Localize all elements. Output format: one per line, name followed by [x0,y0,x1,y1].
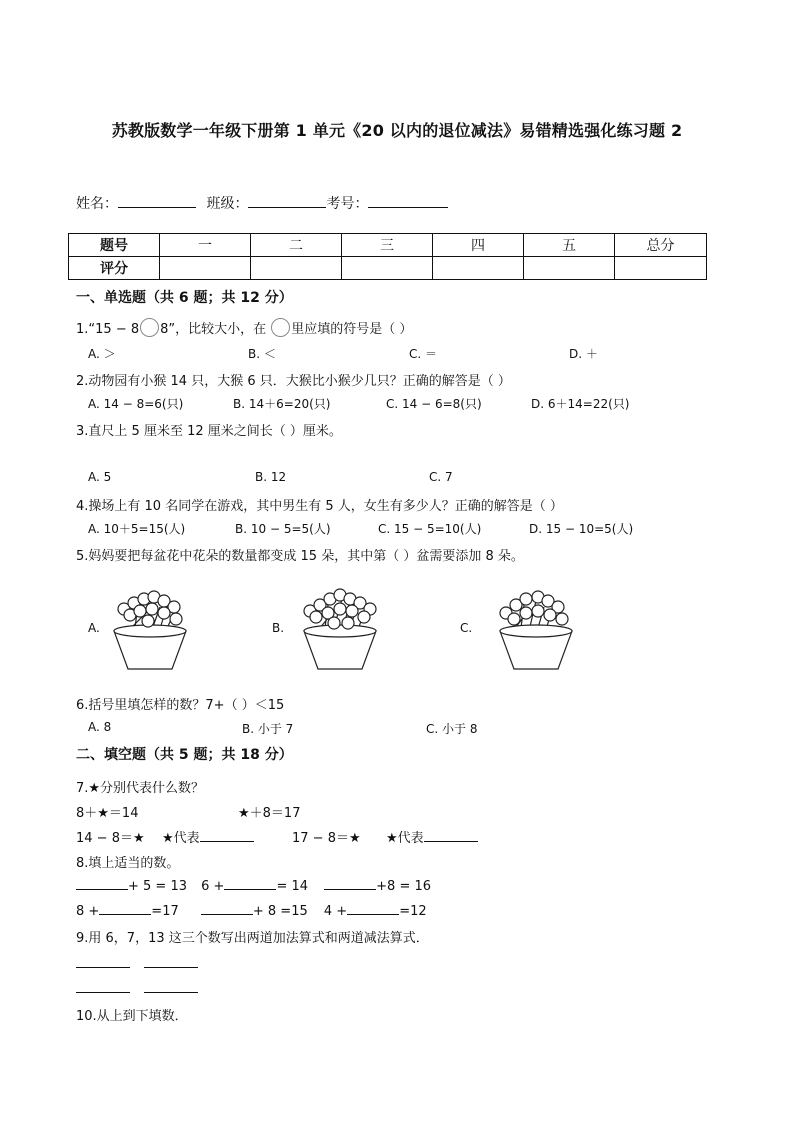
option-a[interactable]: A. 5 [88,470,112,484]
answer-blank[interactable] [424,829,478,842]
option-b[interactable]: B. 10 − 5=5(人) [235,522,331,536]
equation-part: =12 [399,904,427,919]
option-a[interactable]: A. 14 − 8=6(只) [88,397,184,411]
answer-blank[interactable] [76,980,130,993]
equation-part: = 14 [276,879,309,894]
option-a[interactable]: A. [88,621,100,635]
table-header-cell: 总分 [615,234,707,257]
star-answer [386,827,478,846]
question-3: 3.直尺上 5 厘米至 12 厘米之间长（ ）厘米。 [76,424,342,439]
student-info [76,193,448,213]
flower-pot-b-image [298,587,382,671]
star-label: ★代表 [162,831,200,846]
option-d[interactable]: D. 6＋14=22(只) [531,397,630,411]
question-text: 1.“15 − 8 [76,322,140,337]
option-c[interactable]: C. [460,621,473,635]
equation-part: 6 + [201,879,225,894]
equation: 8＋★＝14 [76,806,139,821]
option-d[interactable]: D. ＋ [569,347,598,361]
score-table [68,233,707,280]
score-cell[interactable] [160,257,251,280]
question-4: 4.操场上有 10 名同学在游戏，其中男生有 5 人，女生有多少人？正确的解答是（ ） [76,499,563,514]
equation-part: 4 + [323,904,348,919]
score-cell[interactable] [615,257,707,280]
question-7: 7.★分别代表什么数？ [76,781,205,796]
star-answer [162,827,254,846]
equation-part: 8 + [76,904,100,919]
option-d[interactable]: D. 15 − 10=5(人) [529,522,634,536]
option-c[interactable]: C. 7 [429,470,453,484]
equation: 17 − 8＝★ [292,831,361,846]
section-heading: 二、填空题（共 5 题；共 18 分） [76,747,293,763]
table-cell: 评分 [69,257,160,280]
equation: 14 − 8＝★ [76,831,145,846]
flower-pot-c-image [492,587,576,671]
question-5: 5.妈妈要把每盆花中花朵的数量都变成 15 朵，其中第（ ）盆需要添加 8 朵。 [76,549,524,564]
blank-circle[interactable] [271,318,290,337]
fill-row-1 [76,877,431,894]
answer-blank[interactable] [347,902,399,915]
name-label: 姓名： [76,196,118,212]
class-field[interactable] [248,193,326,208]
equation-part: +8 = 16 [376,879,432,894]
option-a[interactable]: A. ＞ [88,347,116,361]
table-header-cell: 四 [433,234,524,257]
option-a[interactable]: A. 10＋5=15(人) [88,522,186,536]
question-8: 8.填上适当的数。 [76,856,180,871]
answer-blank[interactable] [200,829,254,842]
class-label: 班级： [206,196,249,212]
score-cell[interactable] [342,257,433,280]
question-text: 里应填的符号是（ ） [291,322,413,337]
section-heading: 一、单选题（共 6 题；共 12 分） [76,290,293,306]
option-c[interactable]: C. 15 − 5=10(人) [378,522,482,536]
equation-part: + 8 =15 [252,904,308,919]
answer-blank[interactable] [201,902,253,915]
question-10: 10.从上到下填数． [76,1009,188,1024]
question-2: 2.动物园有小猴 14 只，大猴 6 只．大猴比小猴少几只？正确的解答是（ ） [76,374,511,389]
answer-row [76,955,198,972]
option-c[interactable]: C. ＝ [409,347,438,361]
table-row [69,234,707,257]
star-label: ★代表 [386,831,424,846]
answer-blank[interactable] [76,877,128,890]
answer-blank[interactable] [224,877,276,890]
exam-label: 考号： [326,196,369,212]
option-c[interactable]: C. 14 − 6=8(只) [386,397,482,411]
equation-part: + 5 = 13 [128,879,187,894]
answer-blank[interactable] [324,877,376,890]
table-header-cell: 五 [524,234,615,257]
option-b[interactable]: B. 14＋6=20(只) [233,397,331,411]
equation-part: =17 [151,904,179,919]
equation: ★＋8＝17 [238,806,301,821]
score-cell[interactable] [433,257,524,280]
option-b[interactable]: B. ＜ [248,347,276,361]
name-field[interactable] [118,193,196,208]
question-text: 8”，比较大小，在 [160,322,267,337]
answer-blank[interactable] [76,955,130,968]
blank-circle[interactable] [140,318,159,337]
table-header-cell: 题号 [69,234,160,257]
option-a[interactable]: A. 8 [88,720,112,734]
option-b[interactable]: B. [272,621,285,635]
table-header-cell: 三 [342,234,433,257]
table-row [69,257,707,280]
question-1 [76,318,412,337]
answer-row [76,980,198,997]
score-cell[interactable] [251,257,342,280]
table-header-cell: 一 [160,234,251,257]
option-b[interactable]: B. 小于 7 [242,722,294,736]
table-header-cell: 二 [251,234,342,257]
score-cell[interactable] [524,257,615,280]
option-c[interactable]: C. 小于 8 [426,722,478,736]
exam-number-field[interactable] [368,193,448,208]
answer-blank[interactable] [144,955,198,968]
page-title: 苏教版数学一年级下册第 1 单元《20 以内的退位减法》易错精选强化练习题 2 [111,121,683,140]
answer-blank[interactable] [99,902,151,915]
flower-pot-a-image [110,587,190,671]
question-9: 9.用 6，7，13 这三个数写出两道加法算式和两道减法算式． [76,931,429,946]
option-b[interactable]: B. 12 [255,470,287,484]
answer-blank[interactable] [144,980,198,993]
question-6: 6.括号里填怎样的数？7+（ ）＜15 [76,698,285,713]
fill-row-2 [76,902,427,919]
